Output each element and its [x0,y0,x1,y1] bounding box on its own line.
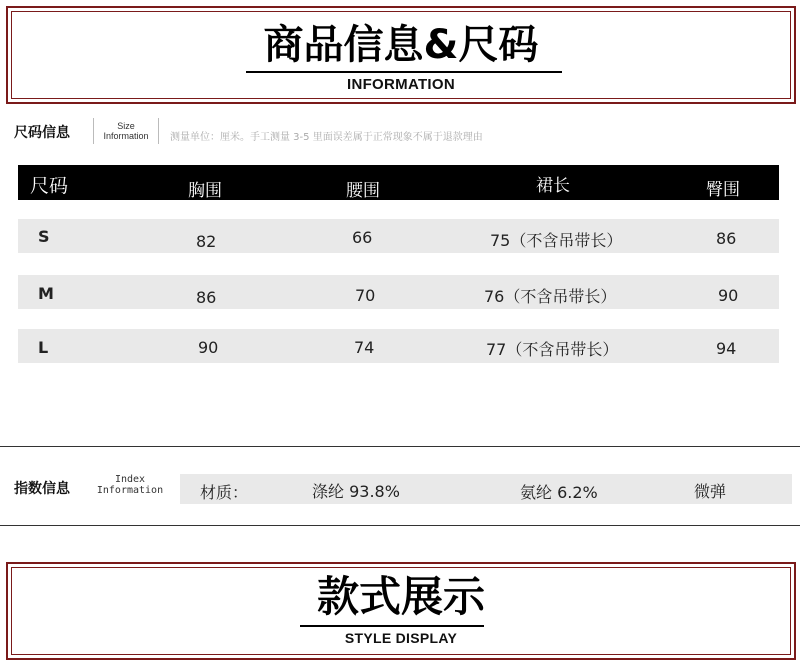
table-row [18,219,779,253]
index-section-title: 指数信息 [14,481,70,497]
divider [93,118,94,144]
index-sub-line1: Index [114,474,146,485]
cell-bust: 82 [196,232,217,251]
style-banner [6,562,796,660]
cell-waist: 70 [355,286,376,305]
divider-top [0,446,800,447]
size-section-title: 尺码信息 [14,125,70,141]
divider [158,118,159,144]
cell-length: 77（不含吊带长） [486,340,619,359]
cell-waist: 66 [352,228,373,247]
info-banner-title: 商品信息&尺码 [263,22,539,68]
index-section [0,448,800,524]
cell-hip: 94 [716,339,737,358]
style-banner-subtitle: STYLE DISPLAY [344,630,458,646]
cell-size: S [38,227,50,246]
material-label: 材质： [200,483,249,502]
size-section-subtitle [96,121,156,141]
header-bust: 胸围 [188,181,222,201]
size-sub-line2: Information [103,131,149,141]
fabric-polyester: 涤纶 93.8% [312,482,400,501]
divider-bottom [0,525,800,526]
table-row [18,275,779,309]
info-banner [6,6,796,104]
table-row [18,329,779,363]
cell-size: L [38,338,49,357]
cell-hip: 90 [718,286,739,305]
cell-length: 76（不含吊带长） [484,287,617,306]
cell-waist: 74 [354,338,375,357]
style-banner-underline [300,625,484,627]
index-sub-line2: Information [96,485,164,496]
cell-bust: 86 [196,288,217,307]
header-hip: 臀围 [706,180,740,200]
header-waist: 腰围 [346,181,380,201]
info-banner-underline [246,71,562,73]
fabric-spandex: 氨纶 6.2% [520,483,598,502]
cell-length: 75（不含吊带长） [490,231,623,250]
cell-hip: 86 [716,229,737,248]
style-banner-title: 款式展示 [316,572,485,621]
size-section-header [0,116,800,146]
size-table-header [18,165,779,200]
size-sub-line1: Size [117,121,135,131]
stretch-level: 微弹 [694,482,727,501]
measurement-note: 测量单位：厘米。手工测量 3-5 里面误差属于正常现象不属于退款理由 [170,132,483,143]
index-section-subtitle [90,474,170,496]
info-banner-subtitle: INFORMATION [346,76,455,93]
cell-bust: 90 [198,338,219,357]
cell-size: M [38,284,54,303]
header-size: 尺码 [30,175,69,197]
header-length: 裙长 [536,176,570,196]
